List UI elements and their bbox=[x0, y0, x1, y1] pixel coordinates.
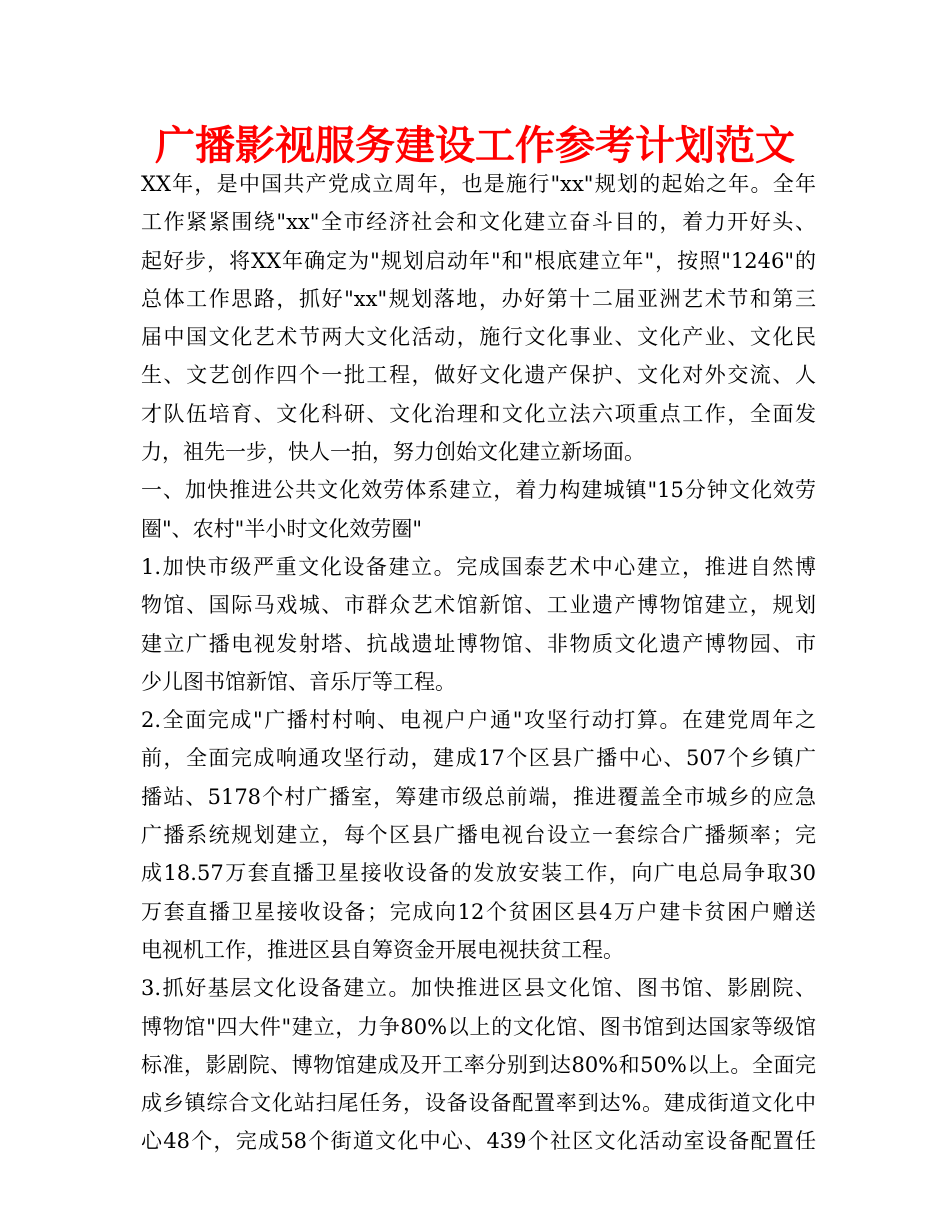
body-line: 3.抓好基层文化设备建立。加快推进区县文化馆、图书馆、影剧院、 bbox=[141, 976, 816, 1001]
body-line: 起好步，将XX年确定为"规划启动年"和"根底建立年"，按照"1246"的 bbox=[141, 248, 816, 273]
section-heading-line: 圈"、农村"半小时文化效劳圈" bbox=[141, 516, 422, 541]
document-title: 广播影视服务建设工作参考计划范文 bbox=[155, 122, 795, 169]
section-heading-line: 一、加快推进公共文化效劳体系建立，着力构建城镇"15分钟文化效劳 bbox=[141, 478, 816, 503]
body-line: 广播系统规划建立，每个区县广播电视台设立一套综合广播频率；完 bbox=[141, 823, 816, 848]
body-line: 电视机工作，推进区县自筹资金开展电视扶贫工程。 bbox=[141, 937, 624, 962]
body-line: 成乡镇综合文化站扫尾任务，设备设备配置率到达%。建成街道文化中 bbox=[141, 1091, 816, 1116]
body-line: 总体工作思路，抓好"xx"规划落地，办好第十二届亚洲艺术节和第三 bbox=[141, 286, 816, 311]
body-line: 才队伍培育、文化科研、文化治理和文化立法六项重点工作，全面发 bbox=[141, 401, 816, 426]
body-line: 届中国文化艺术节两大文化活动，施行文化事业、文化产业、文化民 bbox=[141, 325, 816, 350]
body-line: XX年，是中国共产党成立周年，也是施行"xx"规划的起始之年。全年 bbox=[141, 172, 816, 196]
body-line: 心48个，完成58个街道文化中心、439个社区文化活动室设备配置任 bbox=[141, 1129, 816, 1154]
body-line: 1.加快市级严重文化设备建立。完成国泰艺术中心建立，推进自然博 bbox=[141, 554, 816, 579]
body-line: 标准，影剧院、博物馆建成及开工率分别到达80%和50%以上。全面完 bbox=[141, 1052, 816, 1077]
body-line: 工作紧紧围绕"xx"全市经济社会和文化建立奋斗目的，着力开好头、 bbox=[141, 210, 816, 235]
body-line: 2.全面完成"广播村村响、电视户户通"攻坚行动打算。在建党周年之 bbox=[141, 708, 816, 733]
body-line: 前，全面完成响通攻坚行动，建成17个区县广播中心、507个乡镇广 bbox=[141, 746, 816, 771]
body-line: 物馆、国际马戏城、市群众艺术馆新馆、工业遗产博物馆建立，规划 bbox=[141, 593, 816, 618]
body-line: 力，祖先一步，快人一拍，努力创始文化建立新场面。 bbox=[141, 440, 645, 465]
body-line: 博物馆"四大件"建立，力争80%以上的文化馆、图书馆到达国家等级馆 bbox=[141, 1014, 816, 1039]
body-line: 生、文艺创作四个一批工程，做好文化遗产保护、文化对外交流、人 bbox=[141, 363, 816, 388]
body-line: 少儿图书馆新馆、音乐厅等工程。 bbox=[141, 669, 456, 694]
document-body bbox=[141, 165, 816, 1161]
body-line: 播站、5178个村广播室，筹建市级总前端，推进覆盖全市城乡的应急 bbox=[141, 784, 816, 809]
body-line: 建立广播电视发射塔、抗战遗址博物馆、非物质文化遗产博物园、市 bbox=[141, 631, 816, 656]
body-line: 万套直播卫星接收设备；完成向12个贫困区县4万户建卡贫困户赠送 bbox=[141, 899, 816, 924]
body-line: 成18.57万套直播卫星接收设备的发放安装工作，向广电总局争取30 bbox=[141, 861, 816, 886]
